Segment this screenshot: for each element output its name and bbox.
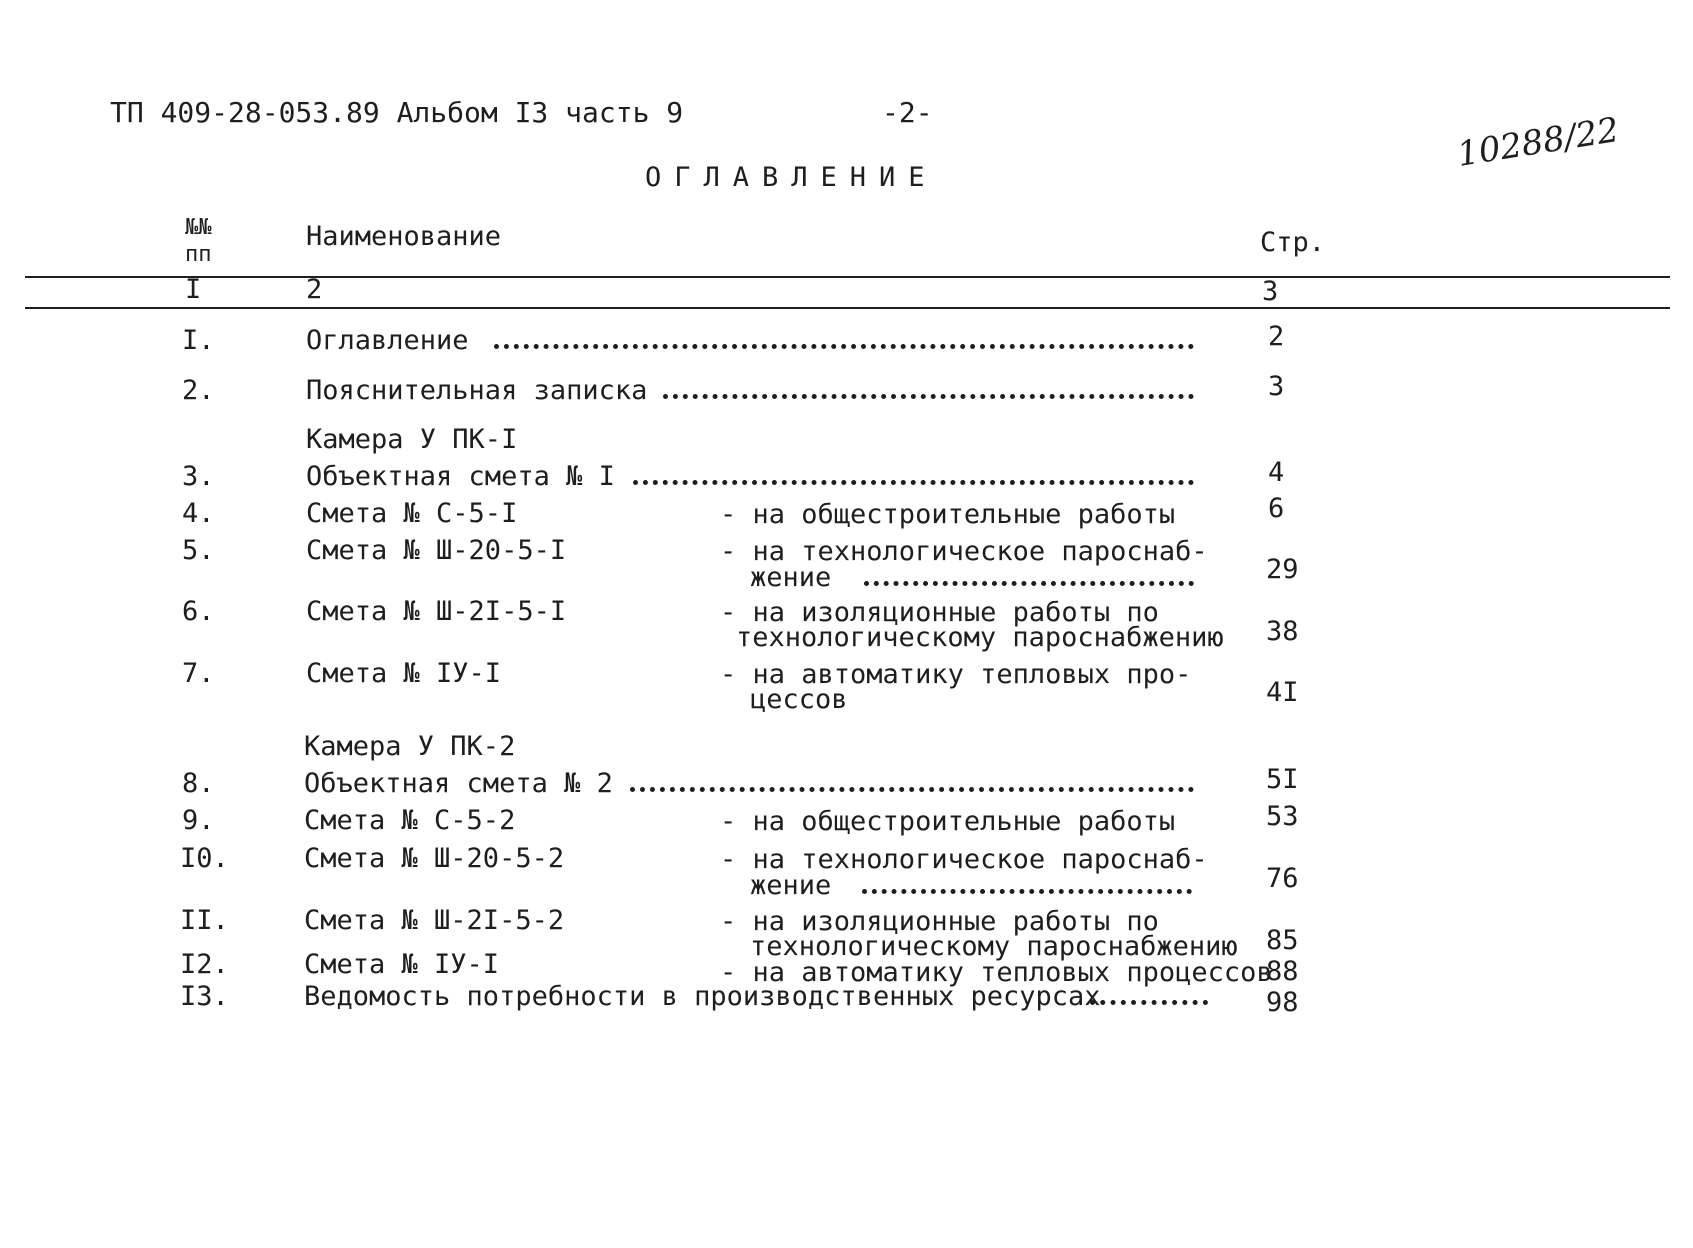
entry-name: Объектная смета № 2 xyxy=(304,768,613,799)
entry-page: 98 xyxy=(1266,987,1299,1018)
leader-dots xyxy=(494,344,1194,349)
col-num-header-top: №№ xyxy=(185,215,212,240)
col-page-header: Стр. xyxy=(1260,227,1326,258)
entry-name: Смета № Ш-2I-5-2 xyxy=(304,905,565,936)
entry-description-cont: технологическому пароснабжению xyxy=(736,622,1224,653)
entry-name: Ведомость потребности в производственных ресурсах xyxy=(304,981,1101,1012)
entry-number: I. xyxy=(182,325,215,356)
entry-page: 4I xyxy=(1266,677,1299,708)
entry-description: - на автоматику тепловых про- xyxy=(720,659,1192,690)
entry-description: - на общестроительные работы xyxy=(720,806,1176,837)
entry-name: Пояснительная записка xyxy=(306,375,648,406)
entry-number: II. xyxy=(180,905,229,936)
entry-page: 29 xyxy=(1266,554,1299,585)
leader-dots xyxy=(630,787,1194,792)
entry-description: - на изоляционные работы по xyxy=(720,906,1159,937)
entry-name: Смета № IУ-I xyxy=(306,658,502,689)
entry-number: 7. xyxy=(182,658,215,689)
table-rule-top xyxy=(25,276,1670,278)
col-name-header: Наименование xyxy=(306,221,502,252)
entry-name: Смета № Ш-20-5-2 xyxy=(304,843,565,874)
entry-number: 9. xyxy=(182,805,215,836)
entry-number: 8. xyxy=(182,768,215,799)
leader-dots xyxy=(663,394,1194,399)
entry-number: 2. xyxy=(182,375,215,406)
col-name-index: 2 xyxy=(306,274,323,305)
entry-page: 6 xyxy=(1268,493,1285,524)
col-page-index: 3 xyxy=(1262,276,1279,307)
entry-name: Смета № Ш-2I-5-I xyxy=(306,596,567,627)
entry-name: Смета № С-5-2 xyxy=(304,805,516,836)
entry-description: - на технологическое пароснаб- xyxy=(720,844,1208,875)
entry-number: 3. xyxy=(182,461,215,492)
section-heading: Камера У ПК-I xyxy=(306,424,518,455)
entry-description-cont: технологическому пароснабжению xyxy=(750,931,1238,962)
entry-description: - на изоляционные работы по xyxy=(720,597,1159,628)
entry-description-cont: жение xyxy=(750,870,832,901)
entry-name: Смета № Ш-20-5-I xyxy=(306,535,567,566)
entry-description: - на технологическое пароснаб- xyxy=(720,536,1208,567)
table-rule-bottom xyxy=(25,307,1670,309)
col-num-index: I xyxy=(185,274,202,305)
entry-page: 2 xyxy=(1268,321,1285,352)
entry-page: 4 xyxy=(1268,457,1285,488)
entry-page: 38 xyxy=(1266,616,1299,647)
entry-description-cont: жение xyxy=(750,562,832,593)
entry-name: Оглавление xyxy=(306,325,469,356)
entry-name: Смета № IУ-I xyxy=(304,949,500,980)
entry-page: 85 xyxy=(1266,925,1299,956)
entry-page: 5I xyxy=(1266,764,1299,795)
entry-description: - на общестроительные работы xyxy=(720,499,1176,530)
entry-page: 3 xyxy=(1268,371,1285,402)
entry-number: I2. xyxy=(180,949,229,980)
entry-page: 88 xyxy=(1266,956,1299,987)
entry-page: 53 xyxy=(1266,801,1299,832)
handwritten-number: 10288/22 xyxy=(1454,109,1622,175)
entry-description-cont: цессов xyxy=(750,684,848,715)
entry-number: 4. xyxy=(182,498,215,529)
leader-dots xyxy=(1090,1000,1208,1005)
leader-dots xyxy=(633,480,1194,485)
col-num-header-bottom: пп xyxy=(185,242,212,267)
entry-number: I3. xyxy=(180,981,229,1012)
entry-number: 6. xyxy=(182,596,215,627)
leader-dots xyxy=(864,581,1194,586)
page-title: ОГЛАВЛЕНИЕ xyxy=(645,162,938,193)
page-marker: -2- xyxy=(882,96,933,129)
leader-dots xyxy=(862,889,1192,894)
entry-number: I0. xyxy=(180,843,229,874)
section-heading: Камера У ПК-2 xyxy=(304,731,516,762)
entry-number: 5. xyxy=(182,535,215,566)
entry-name: Смета № С-5-I xyxy=(306,498,518,529)
entry-description: - на автоматику тепловых процессов xyxy=(720,957,1273,988)
document-code: ТП 409-28-053.89 Альбом I3 часть 9 xyxy=(110,96,684,129)
entry-page: 76 xyxy=(1266,863,1299,894)
entry-name: Объектная смета № I xyxy=(306,461,615,492)
